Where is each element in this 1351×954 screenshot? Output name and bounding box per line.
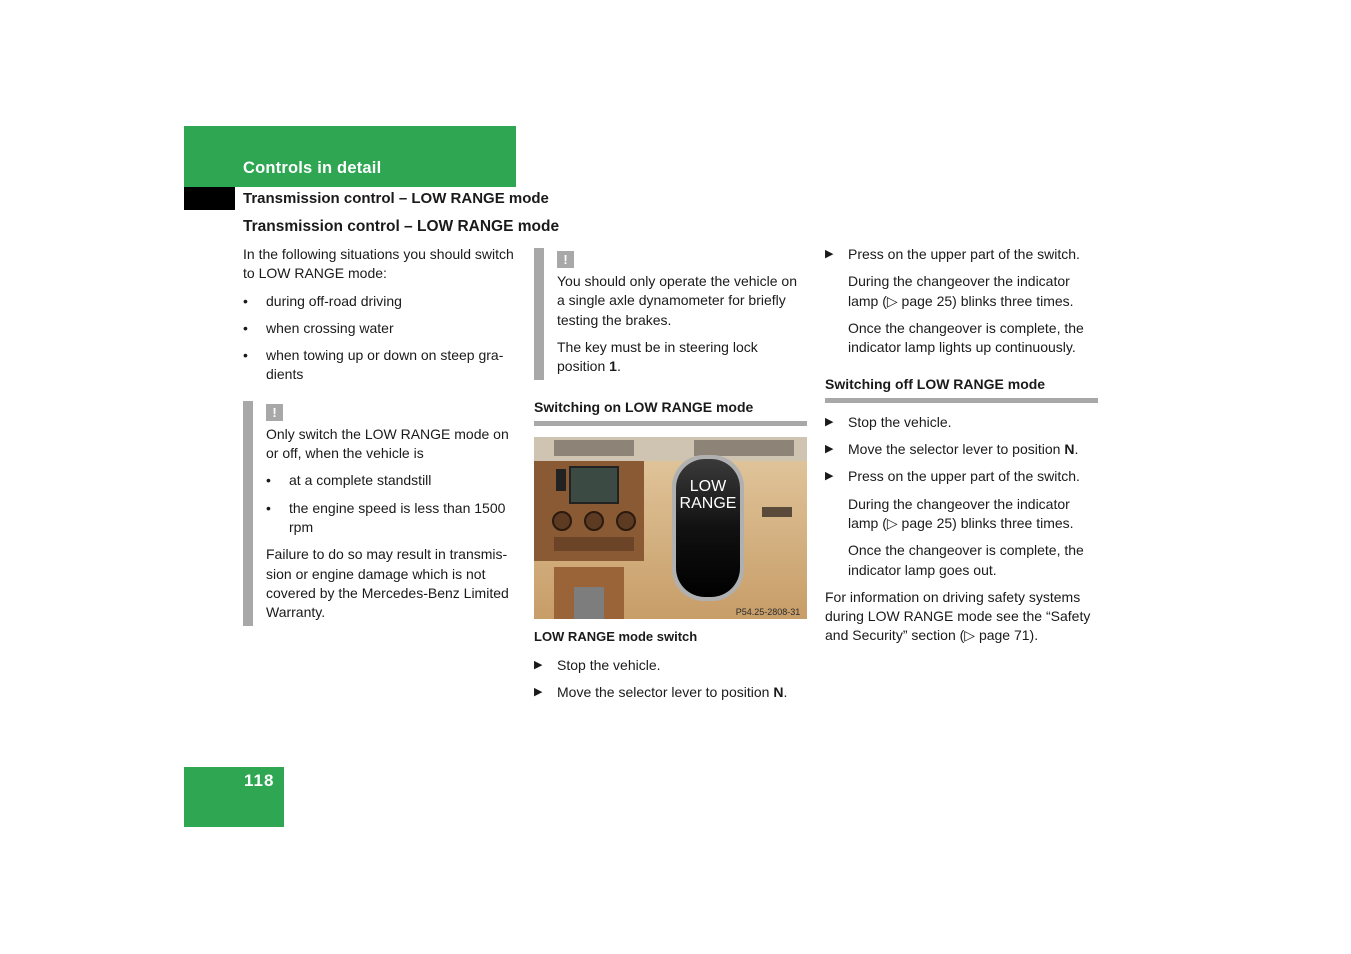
arrow-icon: ▶ <box>825 415 834 428</box>
bullet-icon: • <box>243 292 248 309</box>
step-item: ▶ Stop the vehicle. <box>534 656 807 675</box>
note-text: Only switch the LOW RANGE mode on or off, when the vehicle is <box>266 425 509 462</box>
figure-code: P54.25-2808-31 <box>735 606 801 617</box>
arrow-icon: ▶ <box>825 248 834 260</box>
exclamation-icon: ! <box>557 251 574 268</box>
section-label: Controls in detail <box>243 159 382 177</box>
info-text: For information on driving safety systems during LOW RANGE mode see the “Safety and Security” section (▷ page 71). <box>825 588 1091 644</box>
bullet-icon: • <box>266 472 271 489</box>
step-item: ▶ Press on the upper part of the switch. <box>825 245 1098 264</box>
bullet-icon: • <box>243 347 248 364</box>
warning-note <box>243 401 519 627</box>
step-detail: During the changeover the indicator lamp (▷ page 25) blinks three times. <box>848 273 1074 309</box>
switch-off-heading: Switching off LOW RANGE mode <box>825 375 1098 402</box>
note-text: The key must be in steering lock position 1. <box>557 338 758 375</box>
column-1 <box>243 245 519 636</box>
list-item: • at a complete standstill <box>266 471 519 490</box>
arrow-icon: ▶ <box>825 470 834 483</box>
switch-label: RANGE <box>679 494 737 512</box>
step-detail: Once the changeover is complete, the indicator lamp lights up continuously. <box>848 319 1084 356</box>
column-2 <box>534 245 807 711</box>
note-text: You should only operate the vehicle on a single axle dynamometer for briefly testing the brakes. <box>557 273 797 328</box>
list-item: • when towing up or down on steep gra-dients <box>243 347 504 383</box>
step-item: ▶ Move the selector lever to position N. <box>534 683 807 702</box>
figure-caption: LOW RANGE mode switch <box>534 628 698 644</box>
list-item: • when crossing water <box>243 319 519 338</box>
list-item: • during off-road driving <box>243 292 519 311</box>
step-detail: During the changeover the indicator lamp (▷ page 25) blinks three times. <box>848 495 1074 531</box>
intro-text: In the following situations you should switch to LOW RANGE mode: <box>243 246 514 282</box>
step-item: ▶ Press on the upper part of the switch. <box>825 467 1098 486</box>
list-item: • the engine speed is less than 1500 rpm <box>266 499 506 535</box>
exclamation-icon: ! <box>266 404 283 421</box>
arrow-icon: ▶ <box>825 443 834 456</box>
page-title: Transmission control – LOW RANGE mode <box>243 218 560 235</box>
page-number: 118 <box>244 771 275 790</box>
header-marker <box>184 187 235 210</box>
bullet-icon: • <box>266 499 271 516</box>
dashboard-illustration <box>534 437 807 619</box>
step-detail: Once the changeover is complete, the indicator lamp goes out. <box>848 542 1084 578</box>
note-warning: Failure to do so may result in transmis-sion or engine damage which is not covered by the Mercedes-Benz Limited Warranty. <box>266 546 509 621</box>
column-3 <box>825 245 1098 654</box>
step-item: ▶ Stop the vehicle. <box>825 413 1098 432</box>
bullet-icon: • <box>243 319 248 336</box>
warning-note <box>534 248 807 380</box>
step-item: ▶ Move the selector lever to position N. <box>825 440 1098 459</box>
switch-on-heading: Switching on LOW RANGE mode <box>534 398 807 425</box>
low-range-switch-photo <box>534 437 807 619</box>
arrow-icon: ▶ <box>534 659 543 672</box>
arrow-icon: ▶ <box>534 686 543 699</box>
header-title: Transmission control – LOW RANGE mode <box>243 190 549 207</box>
switch-label: LOW <box>689 477 727 495</box>
